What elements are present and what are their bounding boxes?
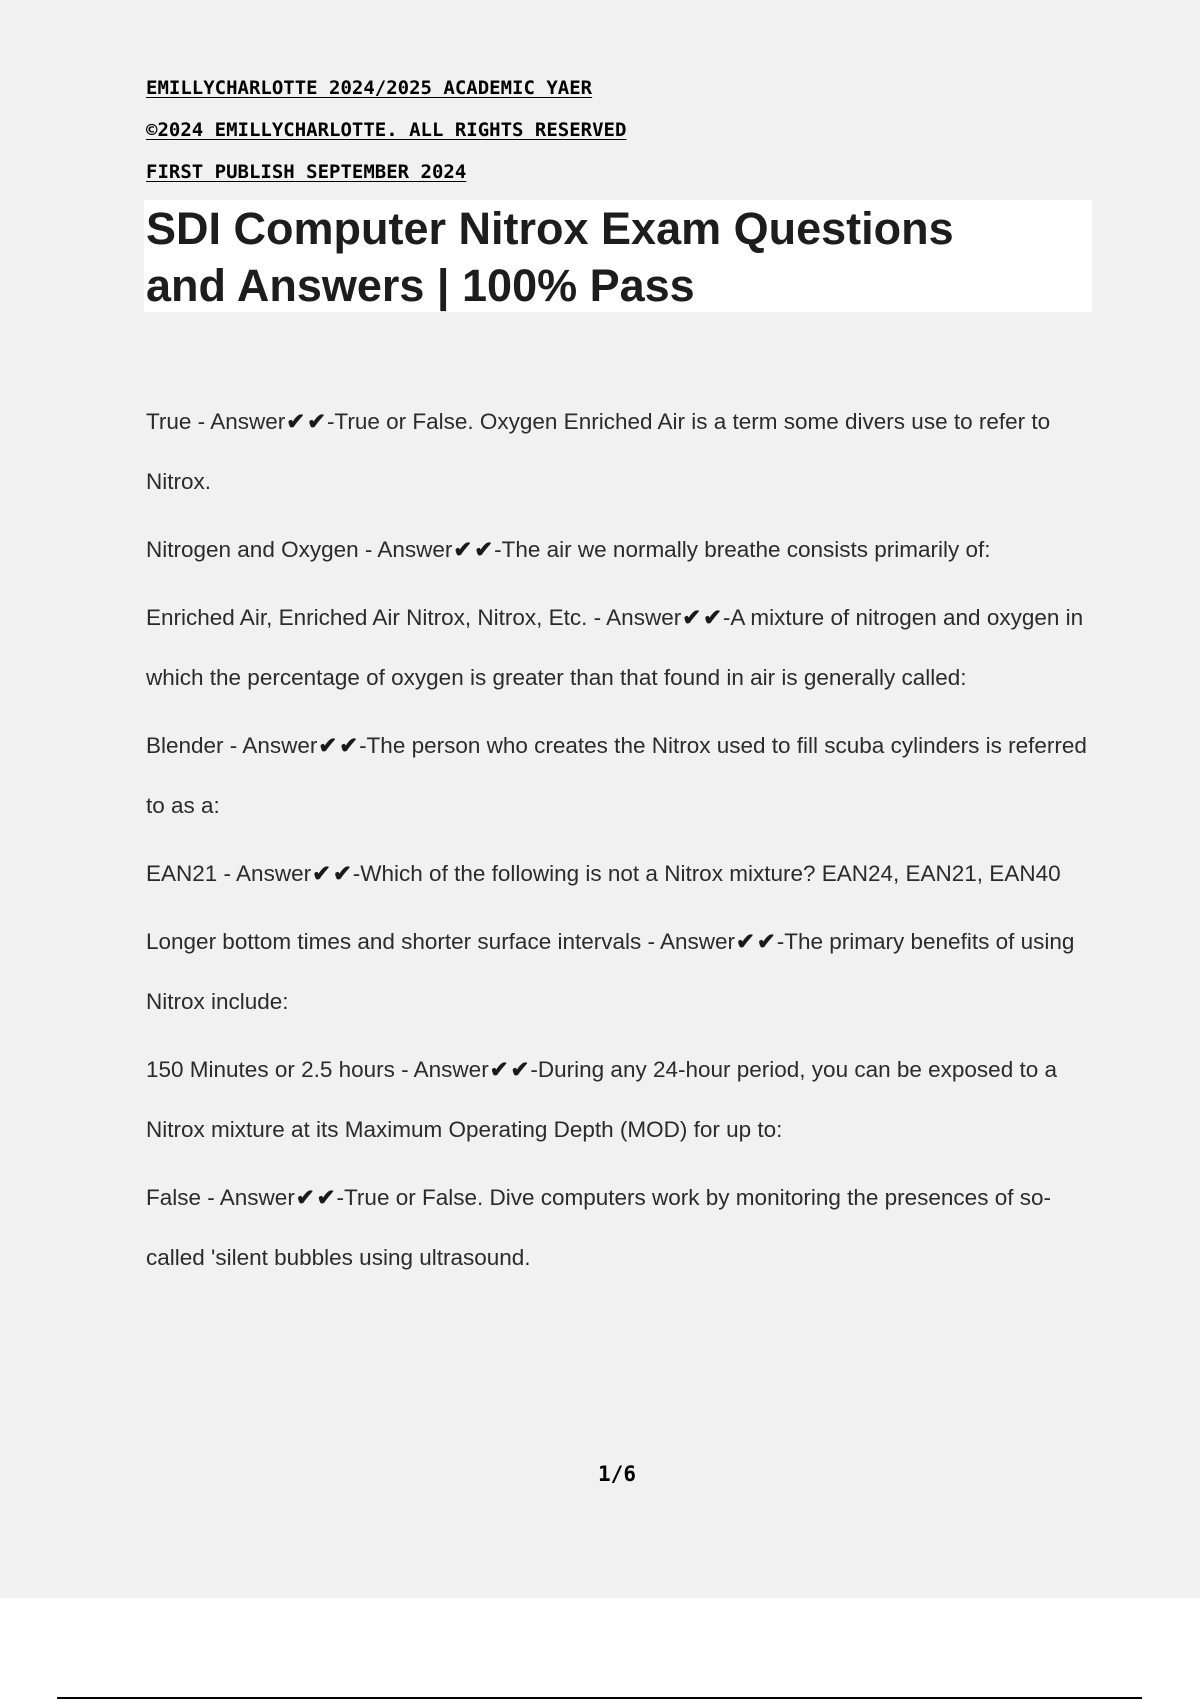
answer-text: 150 Minutes or 2.5 hours - xyxy=(146,1057,414,1082)
qa-item xyxy=(146,844,1096,904)
check-icon: ✔ xyxy=(756,929,776,954)
check-icon: ✔ xyxy=(703,605,722,630)
qa-item xyxy=(146,716,1096,836)
answer-label: Answer xyxy=(660,929,736,954)
document-header xyxy=(146,72,626,198)
qa-item xyxy=(146,912,1096,1032)
check-icon: ✔ xyxy=(318,733,338,758)
check-icon: ✔ xyxy=(295,1185,315,1210)
question-text: -True or False. Oxygen Enriched Air is a term some divers use to refer to Nitrox. xyxy=(146,409,1051,494)
check-icon: ✔ xyxy=(453,537,473,562)
question-text: -During any 24-hour period, you can be exposed to a Nitrox mixture at its Maximum Operating Depth (MOD) for up to: xyxy=(146,1057,1057,1142)
check-icon: ✔ xyxy=(307,409,326,434)
answer-text: False - xyxy=(146,1185,220,1210)
answer-text: Nitrogen and Oxygen - xyxy=(146,537,378,562)
header-copyright: ©2024 EMILLYCHARLOTTE. ALL RIGHTS RESERVED xyxy=(146,119,627,141)
check-icon: ✔ xyxy=(339,733,359,758)
question-text: -A mixture of nitrogen and oxygen in which the percentage of oxygen is greater than that found in air is generally called: xyxy=(146,605,1084,690)
check-icon: ✔ xyxy=(312,861,331,886)
answer-label: Answer xyxy=(236,861,312,886)
answer-label: Answer xyxy=(606,605,682,630)
question-text: -Which of the following is not a Nitrox mixture? EAN24, EAN21, EAN40 xyxy=(352,861,1061,886)
answer-text: Blender - xyxy=(146,733,243,758)
question-text: -The air we normally breathe consists primarily of: xyxy=(494,537,991,562)
header-publish-date: FIRST PUBLISH SEPTEMBER 2024 xyxy=(146,161,467,183)
answer-text: Longer bottom times and shorter surface intervals - xyxy=(146,929,660,954)
header-academic-year: EMILLYCHARLOTTE 2024/2025 ACADEMIC YAER xyxy=(146,77,593,99)
check-icon: ✔ xyxy=(489,1057,509,1082)
qa-item xyxy=(146,392,1096,512)
answer-label: Answer xyxy=(242,733,318,758)
document-title: SDI Computer Nitrox Exam Questions and Answers | 100% Pass xyxy=(146,203,954,311)
check-icon: ✔ xyxy=(286,409,306,434)
answer-label: Answer xyxy=(210,409,286,434)
title-box xyxy=(144,200,1092,312)
footer-rule xyxy=(57,1697,1142,1699)
answer-text: EAN21 - xyxy=(146,861,237,886)
question-text: -The primary benefits of using Nitrox include: xyxy=(146,929,1075,1014)
question-text: -The person who creates the Nitrox used to fill scuba cylinders is referred to as a: xyxy=(146,733,1087,818)
check-icon: ✔ xyxy=(736,929,755,954)
check-icon: ✔ xyxy=(682,605,702,630)
qa-item xyxy=(146,588,1096,708)
check-icon: ✔ xyxy=(510,1057,530,1082)
answer-label: Answer xyxy=(219,1185,295,1210)
answer-text: Enriched Air, Enriched Air Nitrox, Nitrox, Etc. - xyxy=(146,605,607,630)
check-icon: ✔ xyxy=(332,861,352,886)
answer-label: Answer xyxy=(377,537,453,562)
qa-list xyxy=(146,392,1096,1288)
qa-item xyxy=(146,1040,1096,1160)
check-icon: ✔ xyxy=(474,537,494,562)
qa-item xyxy=(146,1168,1096,1288)
check-icon: ✔ xyxy=(316,1185,336,1210)
qa-item xyxy=(146,520,1096,580)
answer-label: Answer xyxy=(413,1057,489,1082)
question-text: -True or False. Dive computers work by monitoring the presences of so-called 'silent bubbles using ultrasound. xyxy=(146,1185,1051,1270)
answer-text: True - xyxy=(146,409,211,434)
page-number: 1/6 xyxy=(598,1462,636,1486)
